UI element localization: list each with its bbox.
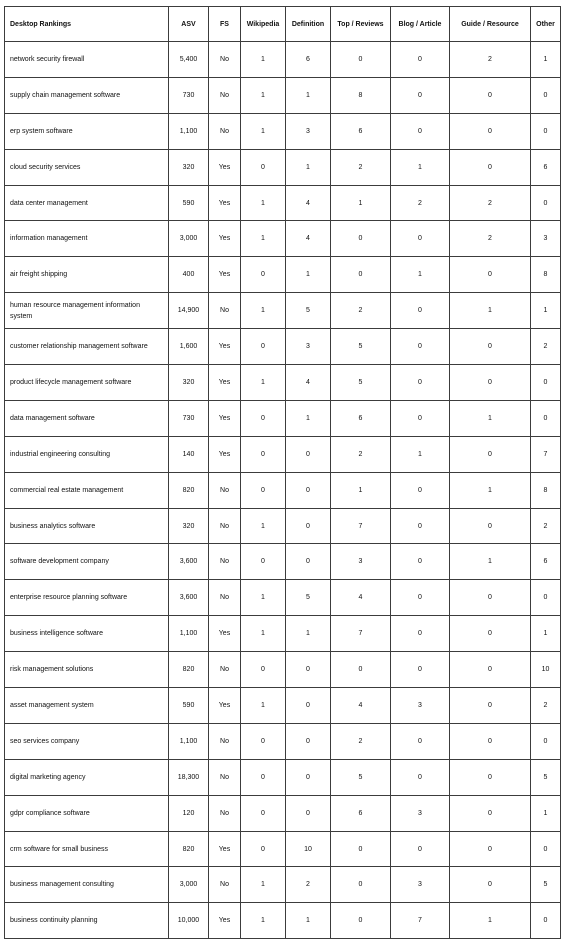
keyword-cell: network security firewall bbox=[5, 42, 169, 78]
other-cell: 2 bbox=[531, 508, 561, 544]
guide-resource-cell: 0 bbox=[450, 113, 531, 149]
other-cell: 0 bbox=[531, 580, 561, 616]
table-row bbox=[5, 221, 561, 257]
wikipedia-cell: 1 bbox=[241, 580, 286, 616]
blog-article-cell: 0 bbox=[391, 365, 450, 401]
fs-cell: No bbox=[209, 759, 241, 795]
blog-article-cell: 3 bbox=[391, 688, 450, 724]
blog-article-cell: 3 bbox=[391, 867, 450, 903]
keyword-cell: business continuity planning bbox=[5, 903, 169, 939]
rankings-table-container bbox=[4, 6, 560, 939]
top-reviews-cell: 1 bbox=[331, 472, 391, 508]
blog-article-cell: 0 bbox=[391, 723, 450, 759]
other-cell: 0 bbox=[531, 365, 561, 401]
keyword-cell: product lifecycle management software bbox=[5, 365, 169, 401]
definition-cell: 0 bbox=[286, 723, 331, 759]
guide-resource-cell: 0 bbox=[450, 329, 531, 365]
blog-article-cell: 1 bbox=[391, 257, 450, 293]
guide-resource-cell: 0 bbox=[450, 365, 531, 401]
guide-resource-cell: 0 bbox=[450, 867, 531, 903]
definition-cell: 5 bbox=[286, 293, 331, 329]
fs-cell: No bbox=[209, 580, 241, 616]
asv-cell: 10,000 bbox=[169, 903, 209, 939]
wikipedia-cell: 1 bbox=[241, 616, 286, 652]
other-cell: 1 bbox=[531, 795, 561, 831]
guide-resource-cell: 0 bbox=[450, 616, 531, 652]
definition-cell: 4 bbox=[286, 185, 331, 221]
fs-cell: No bbox=[209, 472, 241, 508]
fs-cell: No bbox=[209, 42, 241, 78]
top-reviews-cell: 0 bbox=[331, 903, 391, 939]
table-row bbox=[5, 113, 561, 149]
wikipedia-cell: 1 bbox=[241, 77, 286, 113]
keyword-cell: enterprise resource planning software bbox=[5, 580, 169, 616]
guide-resource-cell: 1 bbox=[450, 472, 531, 508]
table-row bbox=[5, 867, 561, 903]
blog-article-cell: 0 bbox=[391, 544, 450, 580]
asv-cell: 1,100 bbox=[169, 113, 209, 149]
asv-cell: 590 bbox=[169, 185, 209, 221]
top-reviews-cell: 2 bbox=[331, 436, 391, 472]
column-header-top-reviews: Top / Reviews bbox=[331, 7, 391, 42]
asv-cell: 820 bbox=[169, 652, 209, 688]
definition-cell: 1 bbox=[286, 149, 331, 185]
fs-cell: Yes bbox=[209, 149, 241, 185]
table-row bbox=[5, 688, 561, 724]
fs-cell: Yes bbox=[209, 616, 241, 652]
definition-cell: 3 bbox=[286, 329, 331, 365]
fs-cell: Yes bbox=[209, 400, 241, 436]
fs-cell: No bbox=[209, 77, 241, 113]
column-header-keyword: Desktop Rankings bbox=[5, 7, 169, 42]
guide-resource-cell: 0 bbox=[450, 580, 531, 616]
wikipedia-cell: 0 bbox=[241, 329, 286, 365]
wikipedia-cell: 1 bbox=[241, 185, 286, 221]
asv-cell: 320 bbox=[169, 149, 209, 185]
definition-cell: 1 bbox=[286, 903, 331, 939]
definition-cell: 0 bbox=[286, 759, 331, 795]
wikipedia-cell: 1 bbox=[241, 688, 286, 724]
asv-cell: 1,100 bbox=[169, 723, 209, 759]
table-row bbox=[5, 365, 561, 401]
wikipedia-cell: 1 bbox=[241, 113, 286, 149]
blog-article-cell: 3 bbox=[391, 795, 450, 831]
table-row bbox=[5, 544, 561, 580]
fs-cell: No bbox=[209, 867, 241, 903]
definition-cell: 4 bbox=[286, 365, 331, 401]
column-header-other: Other bbox=[531, 7, 561, 42]
definition-cell: 0 bbox=[286, 652, 331, 688]
blog-article-cell: 0 bbox=[391, 77, 450, 113]
other-cell: 8 bbox=[531, 257, 561, 293]
fs-cell: No bbox=[209, 293, 241, 329]
blog-article-cell: 0 bbox=[391, 508, 450, 544]
top-reviews-cell: 7 bbox=[331, 508, 391, 544]
keyword-cell: customer relationship management software bbox=[5, 329, 169, 365]
fs-cell: Yes bbox=[209, 329, 241, 365]
table-row bbox=[5, 723, 561, 759]
asv-cell: 820 bbox=[169, 831, 209, 867]
top-reviews-cell: 5 bbox=[331, 759, 391, 795]
top-reviews-cell: 5 bbox=[331, 365, 391, 401]
top-reviews-cell: 4 bbox=[331, 580, 391, 616]
other-cell: 2 bbox=[531, 329, 561, 365]
table-row bbox=[5, 508, 561, 544]
asv-cell: 590 bbox=[169, 688, 209, 724]
keyword-cell: asset management system bbox=[5, 688, 169, 724]
asv-cell: 320 bbox=[169, 508, 209, 544]
other-cell: 1 bbox=[531, 293, 561, 329]
asv-cell: 730 bbox=[169, 77, 209, 113]
blog-article-cell: 0 bbox=[391, 221, 450, 257]
other-cell: 0 bbox=[531, 831, 561, 867]
wikipedia-cell: 0 bbox=[241, 149, 286, 185]
table-row bbox=[5, 580, 561, 616]
guide-resource-cell: 1 bbox=[450, 293, 531, 329]
definition-cell: 5 bbox=[286, 580, 331, 616]
other-cell: 2 bbox=[531, 688, 561, 724]
top-reviews-cell: 3 bbox=[331, 544, 391, 580]
top-reviews-cell: 0 bbox=[331, 257, 391, 293]
guide-resource-cell: 2 bbox=[450, 221, 531, 257]
table-row bbox=[5, 77, 561, 113]
asv-cell: 730 bbox=[169, 400, 209, 436]
asv-cell: 3,600 bbox=[169, 580, 209, 616]
blog-article-cell: 0 bbox=[391, 759, 450, 795]
asv-cell: 140 bbox=[169, 436, 209, 472]
blog-article-cell: 0 bbox=[391, 652, 450, 688]
top-reviews-cell: 0 bbox=[331, 652, 391, 688]
definition-cell: 0 bbox=[286, 795, 331, 831]
guide-resource-cell: 0 bbox=[450, 688, 531, 724]
table-row bbox=[5, 903, 561, 939]
blog-article-cell: 0 bbox=[391, 113, 450, 149]
definition-cell: 0 bbox=[286, 436, 331, 472]
definition-cell: 0 bbox=[286, 472, 331, 508]
other-cell: 7 bbox=[531, 436, 561, 472]
guide-resource-cell: 0 bbox=[450, 149, 531, 185]
other-cell: 0 bbox=[531, 400, 561, 436]
guide-resource-cell: 2 bbox=[450, 185, 531, 221]
other-cell: 5 bbox=[531, 759, 561, 795]
table-row bbox=[5, 616, 561, 652]
top-reviews-cell: 5 bbox=[331, 329, 391, 365]
blog-article-cell: 0 bbox=[391, 580, 450, 616]
guide-resource-cell: 0 bbox=[450, 652, 531, 688]
keyword-cell: commercial real estate management bbox=[5, 472, 169, 508]
table-row bbox=[5, 400, 561, 436]
table-row bbox=[5, 293, 561, 329]
top-reviews-cell: 4 bbox=[331, 688, 391, 724]
blog-article-cell: 0 bbox=[391, 831, 450, 867]
wikipedia-cell: 0 bbox=[241, 759, 286, 795]
keyword-cell: erp system software bbox=[5, 113, 169, 149]
keyword-cell: industrial engineering consulting bbox=[5, 436, 169, 472]
keyword-cell: business management consulting bbox=[5, 867, 169, 903]
guide-resource-cell: 0 bbox=[450, 257, 531, 293]
asv-cell: 18,300 bbox=[169, 759, 209, 795]
asv-cell: 14,900 bbox=[169, 293, 209, 329]
guide-resource-cell: 1 bbox=[450, 544, 531, 580]
asv-cell: 320 bbox=[169, 365, 209, 401]
fs-cell: No bbox=[209, 544, 241, 580]
definition-cell: 4 bbox=[286, 221, 331, 257]
keyword-cell: risk management solutions bbox=[5, 652, 169, 688]
column-header-blog-article: Blog / Article bbox=[391, 7, 450, 42]
definition-cell: 1 bbox=[286, 400, 331, 436]
fs-cell: No bbox=[209, 795, 241, 831]
top-reviews-cell: 0 bbox=[331, 221, 391, 257]
keyword-cell: digital marketing agency bbox=[5, 759, 169, 795]
definition-cell: 1 bbox=[286, 77, 331, 113]
blog-article-cell: 0 bbox=[391, 42, 450, 78]
table-row bbox=[5, 42, 561, 78]
top-reviews-cell: 2 bbox=[331, 293, 391, 329]
guide-resource-cell: 0 bbox=[450, 508, 531, 544]
blog-article-cell: 0 bbox=[391, 329, 450, 365]
guide-resource-cell: 2 bbox=[450, 42, 531, 78]
top-reviews-cell: 0 bbox=[331, 42, 391, 78]
blog-article-cell: 0 bbox=[391, 293, 450, 329]
other-cell: 0 bbox=[531, 723, 561, 759]
fs-cell: No bbox=[209, 508, 241, 544]
guide-resource-cell: 0 bbox=[450, 436, 531, 472]
asv-cell: 400 bbox=[169, 257, 209, 293]
definition-cell: 1 bbox=[286, 257, 331, 293]
guide-resource-cell: 0 bbox=[450, 759, 531, 795]
wikipedia-cell: 0 bbox=[241, 652, 286, 688]
keyword-cell: software development company bbox=[5, 544, 169, 580]
wikipedia-cell: 0 bbox=[241, 544, 286, 580]
keyword-cell: human resource management information system bbox=[5, 293, 169, 329]
blog-article-cell: 0 bbox=[391, 400, 450, 436]
keyword-cell: supply chain management software bbox=[5, 77, 169, 113]
top-reviews-cell: 8 bbox=[331, 77, 391, 113]
asv-cell: 3,000 bbox=[169, 867, 209, 903]
definition-cell: 6 bbox=[286, 42, 331, 78]
wikipedia-cell: 1 bbox=[241, 365, 286, 401]
definition-cell: 0 bbox=[286, 544, 331, 580]
blog-article-cell: 7 bbox=[391, 903, 450, 939]
column-header-wikipedia: Wikipedia bbox=[241, 7, 286, 42]
fs-cell: Yes bbox=[209, 221, 241, 257]
wikipedia-cell: 1 bbox=[241, 293, 286, 329]
guide-resource-cell: 1 bbox=[450, 903, 531, 939]
wikipedia-cell: 0 bbox=[241, 831, 286, 867]
column-header-asv: ASV bbox=[169, 7, 209, 42]
keyword-cell: air freight shipping bbox=[5, 257, 169, 293]
top-reviews-cell: 7 bbox=[331, 616, 391, 652]
column-header-fs: FS bbox=[209, 7, 241, 42]
wikipedia-cell: 0 bbox=[241, 400, 286, 436]
table-header-row bbox=[5, 7, 561, 42]
other-cell: 0 bbox=[531, 903, 561, 939]
asv-cell: 3,000 bbox=[169, 221, 209, 257]
fs-cell: No bbox=[209, 723, 241, 759]
other-cell: 10 bbox=[531, 652, 561, 688]
fs-cell: Yes bbox=[209, 436, 241, 472]
fs-cell: Yes bbox=[209, 365, 241, 401]
desktop-rankings-table bbox=[4, 6, 561, 939]
blog-article-cell: 0 bbox=[391, 472, 450, 508]
table-row bbox=[5, 472, 561, 508]
definition-cell: 1 bbox=[286, 616, 331, 652]
table-row bbox=[5, 652, 561, 688]
table-row bbox=[5, 185, 561, 221]
keyword-cell: data center management bbox=[5, 185, 169, 221]
table-row bbox=[5, 831, 561, 867]
definition-cell: 3 bbox=[286, 113, 331, 149]
keyword-cell: information management bbox=[5, 221, 169, 257]
wikipedia-cell: 1 bbox=[241, 508, 286, 544]
table-row bbox=[5, 257, 561, 293]
top-reviews-cell: 2 bbox=[331, 149, 391, 185]
guide-resource-cell: 0 bbox=[450, 723, 531, 759]
guide-resource-cell: 0 bbox=[450, 795, 531, 831]
fs-cell: Yes bbox=[209, 903, 241, 939]
keyword-cell: gdpr compliance software bbox=[5, 795, 169, 831]
table-row bbox=[5, 329, 561, 365]
definition-cell: 0 bbox=[286, 688, 331, 724]
blog-article-cell: 1 bbox=[391, 149, 450, 185]
top-reviews-cell: 0 bbox=[331, 831, 391, 867]
fs-cell: Yes bbox=[209, 688, 241, 724]
other-cell: 1 bbox=[531, 616, 561, 652]
top-reviews-cell: 0 bbox=[331, 867, 391, 903]
other-cell: 1 bbox=[531, 42, 561, 78]
wikipedia-cell: 0 bbox=[241, 472, 286, 508]
asv-cell: 1,600 bbox=[169, 329, 209, 365]
wikipedia-cell: 0 bbox=[241, 723, 286, 759]
top-reviews-cell: 6 bbox=[331, 795, 391, 831]
definition-cell: 0 bbox=[286, 508, 331, 544]
table-row bbox=[5, 436, 561, 472]
keyword-cell: cloud security services bbox=[5, 149, 169, 185]
top-reviews-cell: 1 bbox=[331, 185, 391, 221]
keyword-cell: crm software for small business bbox=[5, 831, 169, 867]
column-header-definition: Definition bbox=[286, 7, 331, 42]
other-cell: 0 bbox=[531, 77, 561, 113]
table-body bbox=[5, 42, 561, 939]
wikipedia-cell: 1 bbox=[241, 867, 286, 903]
wikipedia-cell: 0 bbox=[241, 436, 286, 472]
top-reviews-cell: 2 bbox=[331, 723, 391, 759]
fs-cell: Yes bbox=[209, 831, 241, 867]
other-cell: 8 bbox=[531, 472, 561, 508]
asv-cell: 3,600 bbox=[169, 544, 209, 580]
asv-cell: 820 bbox=[169, 472, 209, 508]
fs-cell: No bbox=[209, 113, 241, 149]
guide-resource-cell: 0 bbox=[450, 77, 531, 113]
table-row bbox=[5, 795, 561, 831]
blog-article-cell: 0 bbox=[391, 616, 450, 652]
wikipedia-cell: 1 bbox=[241, 42, 286, 78]
table-row bbox=[5, 149, 561, 185]
wikipedia-cell: 1 bbox=[241, 221, 286, 257]
keyword-cell: business analytics software bbox=[5, 508, 169, 544]
blog-article-cell: 1 bbox=[391, 436, 450, 472]
top-reviews-cell: 6 bbox=[331, 113, 391, 149]
asv-cell: 120 bbox=[169, 795, 209, 831]
wikipedia-cell: 1 bbox=[241, 903, 286, 939]
other-cell: 6 bbox=[531, 544, 561, 580]
table-row bbox=[5, 759, 561, 795]
keyword-cell: data management software bbox=[5, 400, 169, 436]
other-cell: 0 bbox=[531, 113, 561, 149]
asv-cell: 5,400 bbox=[169, 42, 209, 78]
other-cell: 3 bbox=[531, 221, 561, 257]
wikipedia-cell: 0 bbox=[241, 795, 286, 831]
fs-cell: Yes bbox=[209, 185, 241, 221]
top-reviews-cell: 6 bbox=[331, 400, 391, 436]
guide-resource-cell: 0 bbox=[450, 831, 531, 867]
fs-cell: No bbox=[209, 652, 241, 688]
blog-article-cell: 2 bbox=[391, 185, 450, 221]
keyword-cell: seo services company bbox=[5, 723, 169, 759]
guide-resource-cell: 1 bbox=[450, 400, 531, 436]
other-cell: 5 bbox=[531, 867, 561, 903]
definition-cell: 2 bbox=[286, 867, 331, 903]
keyword-cell: business intelligence software bbox=[5, 616, 169, 652]
definition-cell: 10 bbox=[286, 831, 331, 867]
fs-cell: Yes bbox=[209, 257, 241, 293]
other-cell: 6 bbox=[531, 149, 561, 185]
wikipedia-cell: 0 bbox=[241, 257, 286, 293]
other-cell: 0 bbox=[531, 185, 561, 221]
asv-cell: 1,100 bbox=[169, 616, 209, 652]
column-header-guide-resource: Guide / Resource bbox=[450, 7, 531, 42]
